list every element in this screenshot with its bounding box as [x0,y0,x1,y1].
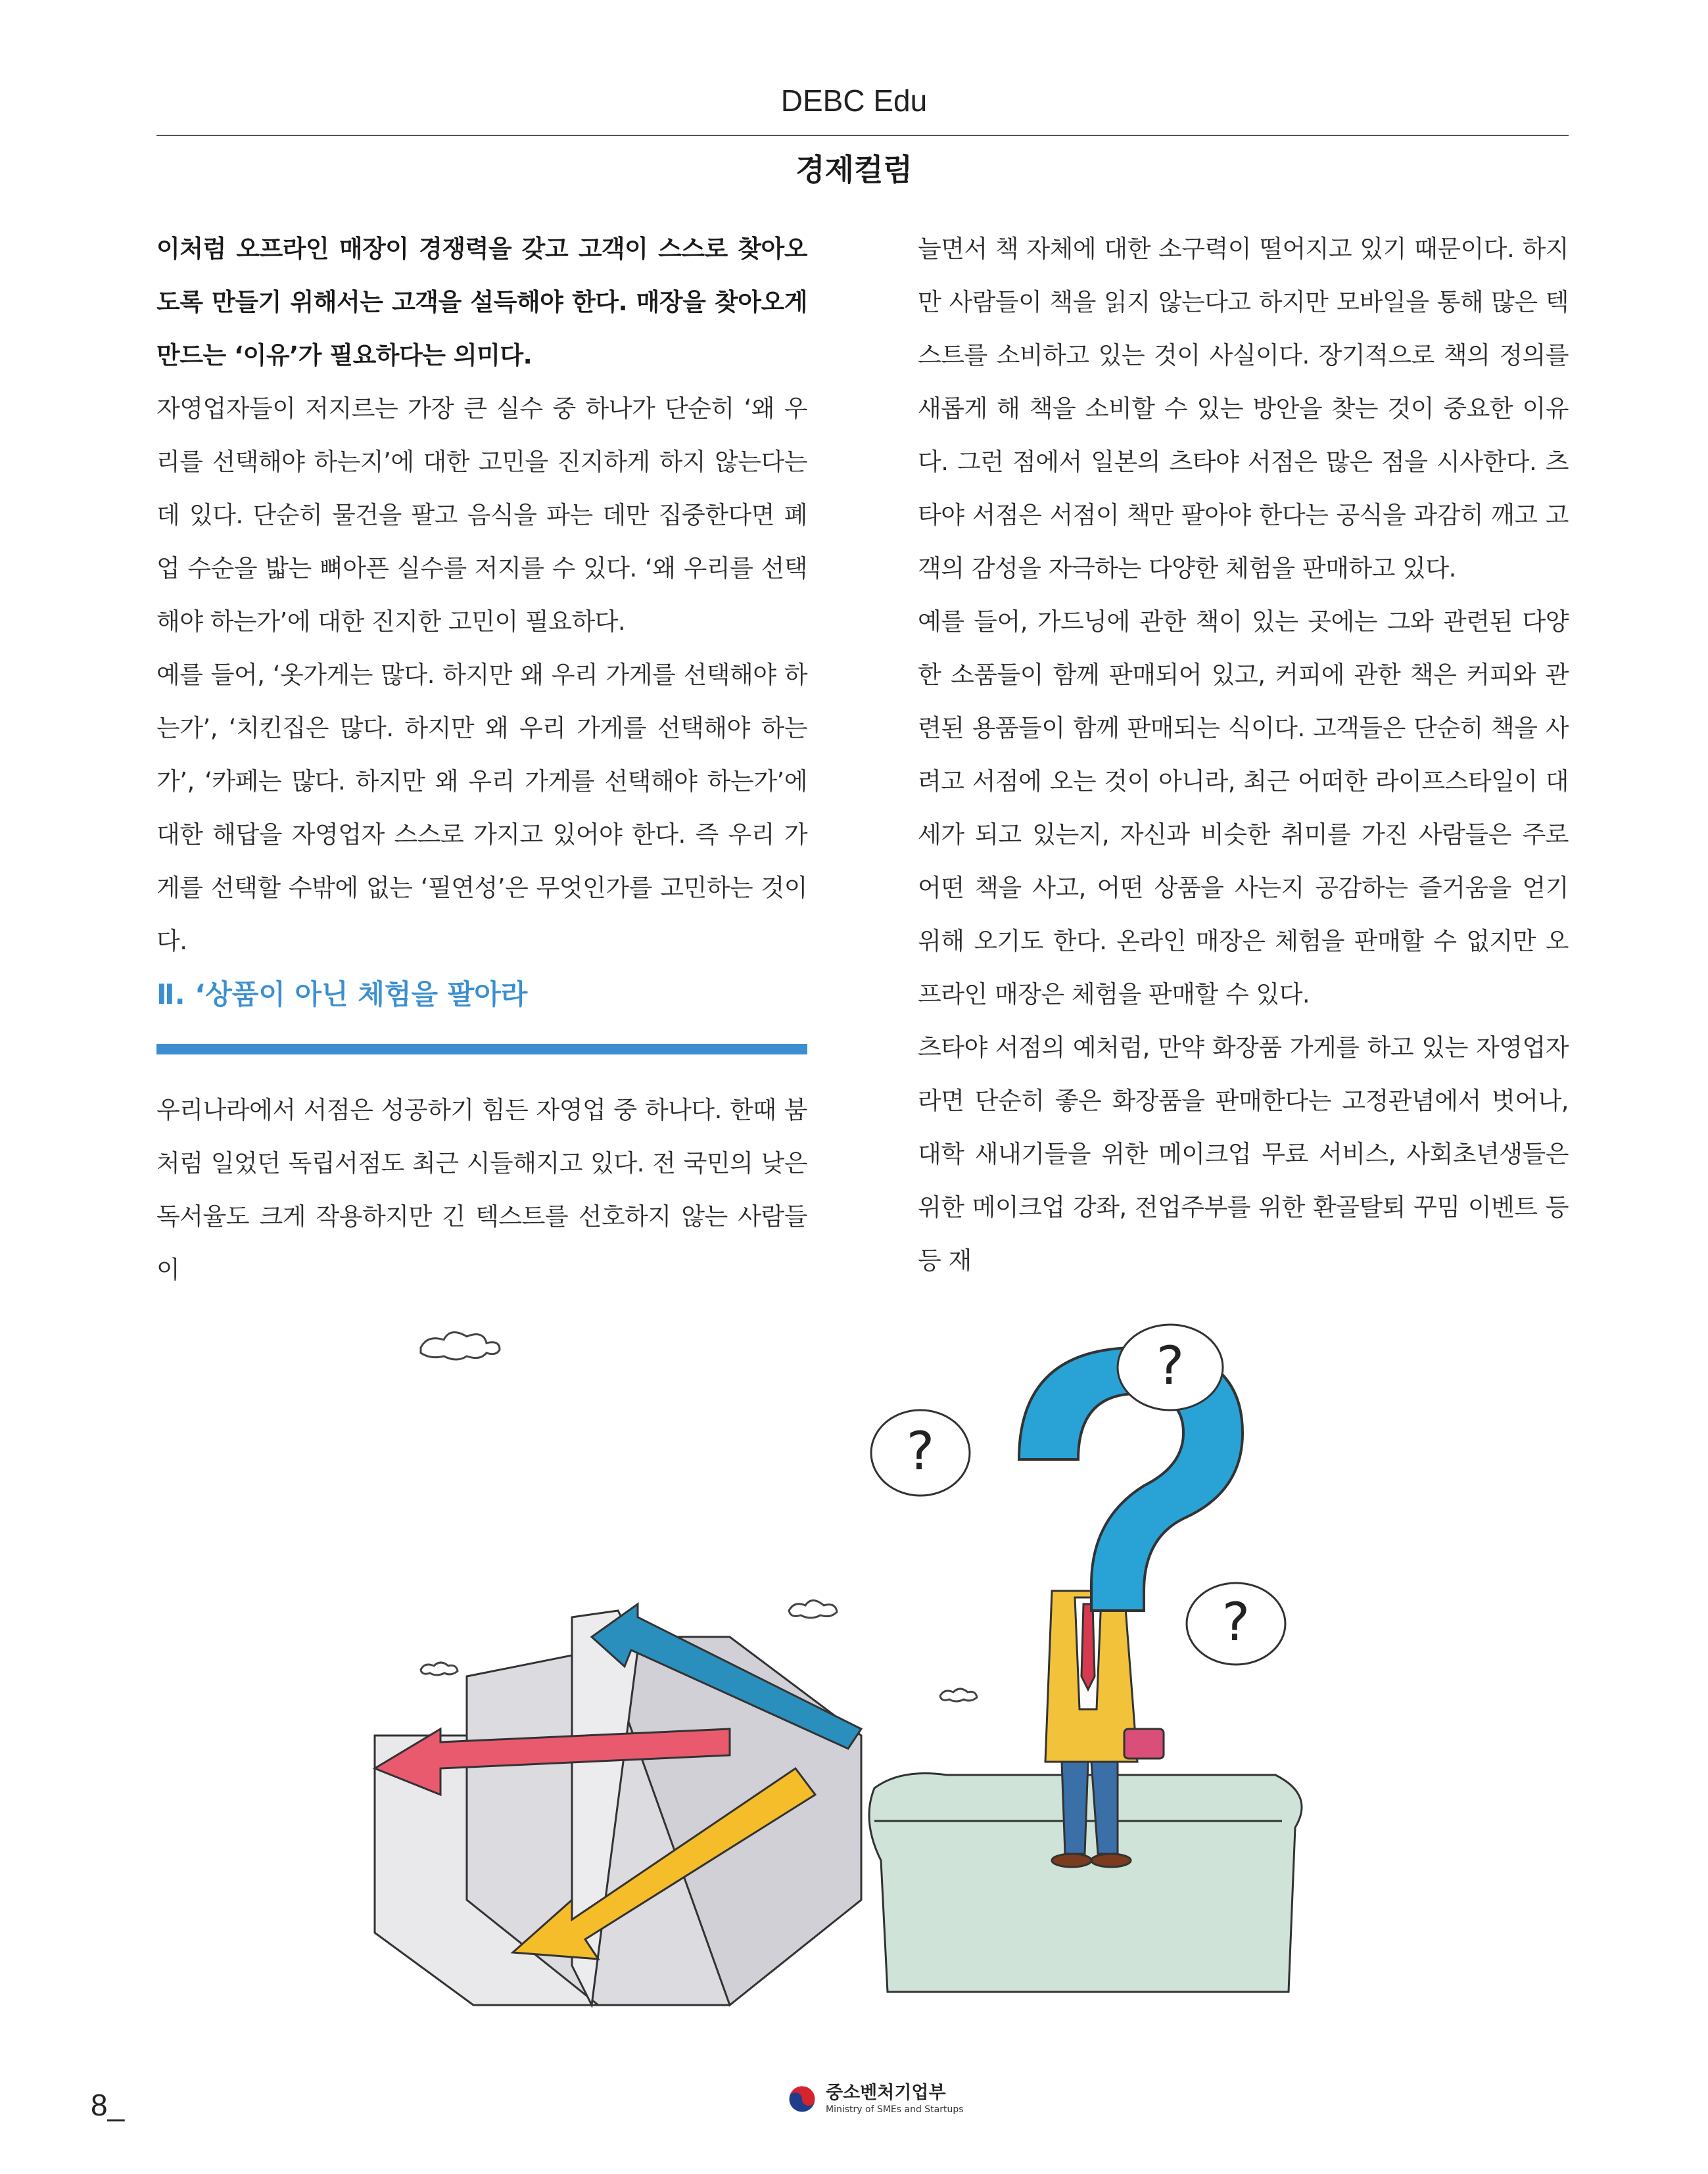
ministry-name-ko: 중소벤처기업부 [826,2083,946,2103]
body-paragraph: 예를 들어, ‘옷가게는 많다. 하지만 왜 우리 가게를 선택해야 하는가’, ‘치킨집은 많다. 하지만 왜 우리 가게를 선택해야 하는가’, ‘카페는 많다. 하지만 왜 우리 가게를 선택해야 하는가’에 대한 해답을 자영업자 스스로 가지고 있어야 한다. 즉 우리 가게를 선택할 수밖에 없는 ‘필연성’은 무엇인가를 고민하는 것이다. [156,661,807,955]
body-paragraph: 늘면서 책 자체에 대한 소구력이 떨어지고 있기 때문이다. 하지만 사람들이 책을 읽지 않는다고 하지만 모바일을 통해 많은 텍스트를 소비하고 있는 것이 사실이다. 장기적으로 책의 정의를 새롭게 해 책을 소비할 수 있는 방안을 찾는 것이 중요한 이유다. 그런 점에서 일본의 츠타야 서점은 많은 점을 시사한다. 츠타야 서점은 서점이 책만 팔아야 한다는 공식을 과감히 깨고 고객의 감성을 자극하는 다양한 체험을 판매하고 있다. [918,235,1569,582]
ministry-name-en: Ministry of SMEs and Startups [826,2104,964,2115]
header-brand: DEBC Edu [780,83,928,118]
lead-paragraph: 이처럼 오프라인 매장이 경쟁력을 갖고 고객이 스스로 찾아오도록 만들기 위해서는 고객을 설득해야 한다. 매장을 찾아오게 만드는 ‘이유’가 필요하다는 의미다. [156,235,807,369]
section-underline-bar [156,1044,807,1054]
speech-question-mark: ? [906,1421,935,1482]
ministry-logo [788,2083,964,2115]
section-title-header: 경제컬럼 [795,152,913,187]
left-column [156,222,807,968]
section-heading: Ⅱ. ‘상품이 아닌 체험을 팔아라 [156,978,528,1010]
right-column [918,222,1569,1287]
left-column-continued [156,1083,807,1296]
body-paragraph: 자영업자들이 저지르는 가장 큰 실수 중 하나가 단순히 ‘왜 우리를 선택해야 하는지’에 대한 고민을 진지하게 하지 않는다는데 있다. 단순히 물건을 팔고 음식을 파는 데만 집중한다면 폐업 수순을 밟는 뼈아픈 실수를 저지를 수 있다. ‘왜 우리를 선택해야 하는가’에 대한 진지한 고민이 필요하다. [156,394,807,636]
header-rule [156,135,1569,136]
speech-question-mark: ? [1222,1592,1250,1653]
illustration-crossroads-question [362,1308,1348,2031]
page-number: 8_ [91,2088,125,2122]
body-paragraph: 츠타야 서점의 예처럼, 만약 화장품 가게를 하고 있는 자영업자라면 단순히 좋은 화장품을 판매한다는 고정관념에서 벗어나, 대학 새내기들을 위한 메이크업 무료 서비스, 사회초년생들은 위한 메이크업 강좌, 전업주부를 위한 환골탈퇴 꾸밈 이벤트 등등 재 [918,1033,1569,1275]
body-paragraph: 우리나라에서 서점은 성공하기 힘든 자영업 중 하나다. 한때 붐처럼 일었던 독립서점도 최근 시들해지고 있다. 전 국민의 낮은 독서율도 크게 작용하지만 긴 텍스트를 선호하지 않는 사람들이 [156,1096,807,1284]
speech-question-mark: ? [1156,1335,1185,1396]
body-paragraph: 예를 들어, 가드닝에 관한 책이 있는 곳에는 그와 관련된 다양한 소품들이 함께 판매되어 있고, 커피에 관한 책은 커피와 관련된 용품들이 함께 판매되는 식이다. 고객들은 단순히 책을 사려고 서점에 오는 것이 아니라, 최근 어떠한 라이프스타일이 대세가 되고 있는지, 자신과 비슷한 취미를 가진 사람들은 주로 어떤 책을 사고, 어떤 상품을 사는지 공감하는 즐거움을 얻기 위해 오기도 한다. 온라인 매장은 체험을 판매할 수 없지만 오프라인 매장은 체험을 판매할 수 있다. [918,607,1569,1008]
taegeuk-logo-icon [788,2085,817,2114]
